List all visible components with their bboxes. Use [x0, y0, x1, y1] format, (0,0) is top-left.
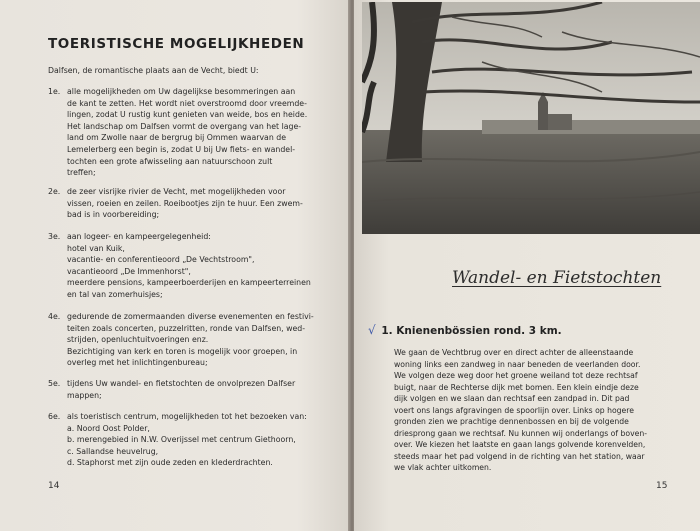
item-line: tijdens Uw wandel- en fietstochten de onvolprezen Dalfser	[67, 379, 296, 388]
para-line: steeds maar het pad volgend in de richting van het station, waar	[394, 451, 645, 461]
para-line: We gaan de Vechtbrug over en direct achter de alleenstaande	[394, 348, 634, 357]
intro-text: Dalfsen, de romantische plaats aan de Vecht, biedt U:	[48, 66, 259, 75]
para-line: woning links een zandweg in naar beneden de veerlanden door.	[394, 359, 641, 369]
item-line: en tal van zomerhuisjes;	[67, 289, 163, 299]
list-item-5	[48, 378, 334, 401]
item-line: overleg met het inlichtingenbureau;	[67, 358, 208, 368]
page-title: Wandel- en Fietstochten	[452, 268, 662, 288]
item-number: 2e.	[48, 187, 61, 196]
list-item-4	[48, 311, 334, 369]
item-line: teiten zoals concerten, puzzelritten, ronde van Dalfsen, wed-	[67, 323, 306, 333]
item-line: meerdere pensions, kampeerboerderijen en kampeerterreinen	[67, 278, 311, 288]
item-line: de kant te zetten. Het wordt niet overstroomd door vreemde-	[67, 98, 307, 108]
item-line: vacantieoord „De Immenhorst",	[67, 266, 191, 276]
para-line: dijk volgen en we slaan dan rechtsaf een zandpad in. Dit pad	[394, 394, 630, 403]
para-line: buigt, naar de Rechterse dijk met bomen. Een klein eindje deze	[394, 382, 639, 392]
page-number: 14	[48, 481, 60, 491]
item-line: alle mogelijkheden om Uw dagelijkse besommeringen aan	[67, 87, 296, 96]
item-line: gedurende de zomermaanden diverse evenementen en festivi-	[67, 312, 314, 321]
list-item-6	[48, 411, 334, 469]
item-line: land om Zwolle naar de bergrug bij Ommen waarvan de	[67, 133, 286, 143]
route-description	[394, 347, 694, 474]
item-line: bad is in voorbereiding;	[67, 210, 160, 220]
item-line: lingen, zodat U rustig kunt genieten van weide, bos en heide.	[67, 110, 308, 120]
section-heading-text: 1. Knienenbössien rond. 3 km.	[381, 325, 562, 337]
list-item-1	[48, 86, 334, 179]
landscape-photo-icon	[362, 2, 700, 234]
item-line: treffen;	[67, 168, 96, 178]
item-line: Het landschap om Dalfsen vormt de overgang van het lage-	[67, 121, 302, 131]
para-line: voert ons langs afgravingen de spoorlijn over. Links op hogere	[394, 405, 635, 415]
para-line: gronden zien we prachtige dennenbossen en bij de volgende	[394, 417, 629, 426]
photo-drawing	[362, 2, 700, 234]
item-number: 5e.	[48, 379, 61, 388]
item-line: vissen, roeien en zeilen. Roeibootjes zijn te huur. Een zwem-	[67, 198, 303, 208]
item-line: Lemelerberg een begin is, zodat U bij Uw fiets- en wandel-	[67, 144, 296, 154]
page-heading: TOERISTISCHE MOGELIJKHEDEN	[48, 36, 305, 52]
para-line: We volgen deze weg door het groene weiland tot deze rechtsaf	[394, 371, 638, 380]
sublist-item: d. Staphorst met zijn oude zeden en klederdrachten.	[67, 458, 273, 468]
item-line: vacantie- en conferentieoord „De Vechtstroom",	[67, 255, 255, 265]
sublist-item: c. Sallandse heuvelrug,	[67, 446, 159, 456]
item-line: strijden, openluchtuitvoeringen enz.	[67, 335, 209, 345]
sublist-item: a. Noord Oost Polder,	[67, 423, 150, 433]
item-number: 6e.	[48, 412, 61, 421]
item-line: tochten een grote afwisseling aan natuurschoon zult	[67, 156, 273, 166]
sublist-item: b. merengebied in N.W. Overijssel met centrum Giethoorn,	[67, 435, 296, 445]
para-line: we vlak achter uitkomen.	[394, 463, 492, 472]
item-line: Bezichtiging van kerk en toren is mogelijk voor groepen, in	[67, 346, 298, 356]
list-item-2	[48, 186, 334, 221]
item-line: de zeer visrijke rivier de Vecht, met mogelijkheden voor	[67, 187, 286, 196]
para-line: driesprong gaan we rechtsaf. Nu kunnen wij onderlangs of boven-	[394, 428, 648, 438]
check-mark: √	[368, 323, 376, 337]
item-line: als toeristisch centrum, mogelijkheden tot het bezoeken van:	[67, 412, 307, 421]
section-heading	[368, 323, 562, 337]
item-line: aan logeer- en kampeergelegenheid:	[67, 232, 211, 241]
right-page	[354, 0, 700, 531]
item-number: 4e.	[48, 312, 61, 321]
para-line: over. We kiezen het laatste en gaan langs golvende korenvelden,	[394, 440, 646, 449]
list-item-3	[48, 231, 334, 301]
item-line: hotel van Kuik,	[67, 243, 125, 253]
item-line: mappen;	[67, 390, 102, 400]
item-number: 3e.	[48, 232, 61, 241]
page-number: 15	[656, 481, 668, 491]
item-number: 1e.	[48, 87, 61, 96]
